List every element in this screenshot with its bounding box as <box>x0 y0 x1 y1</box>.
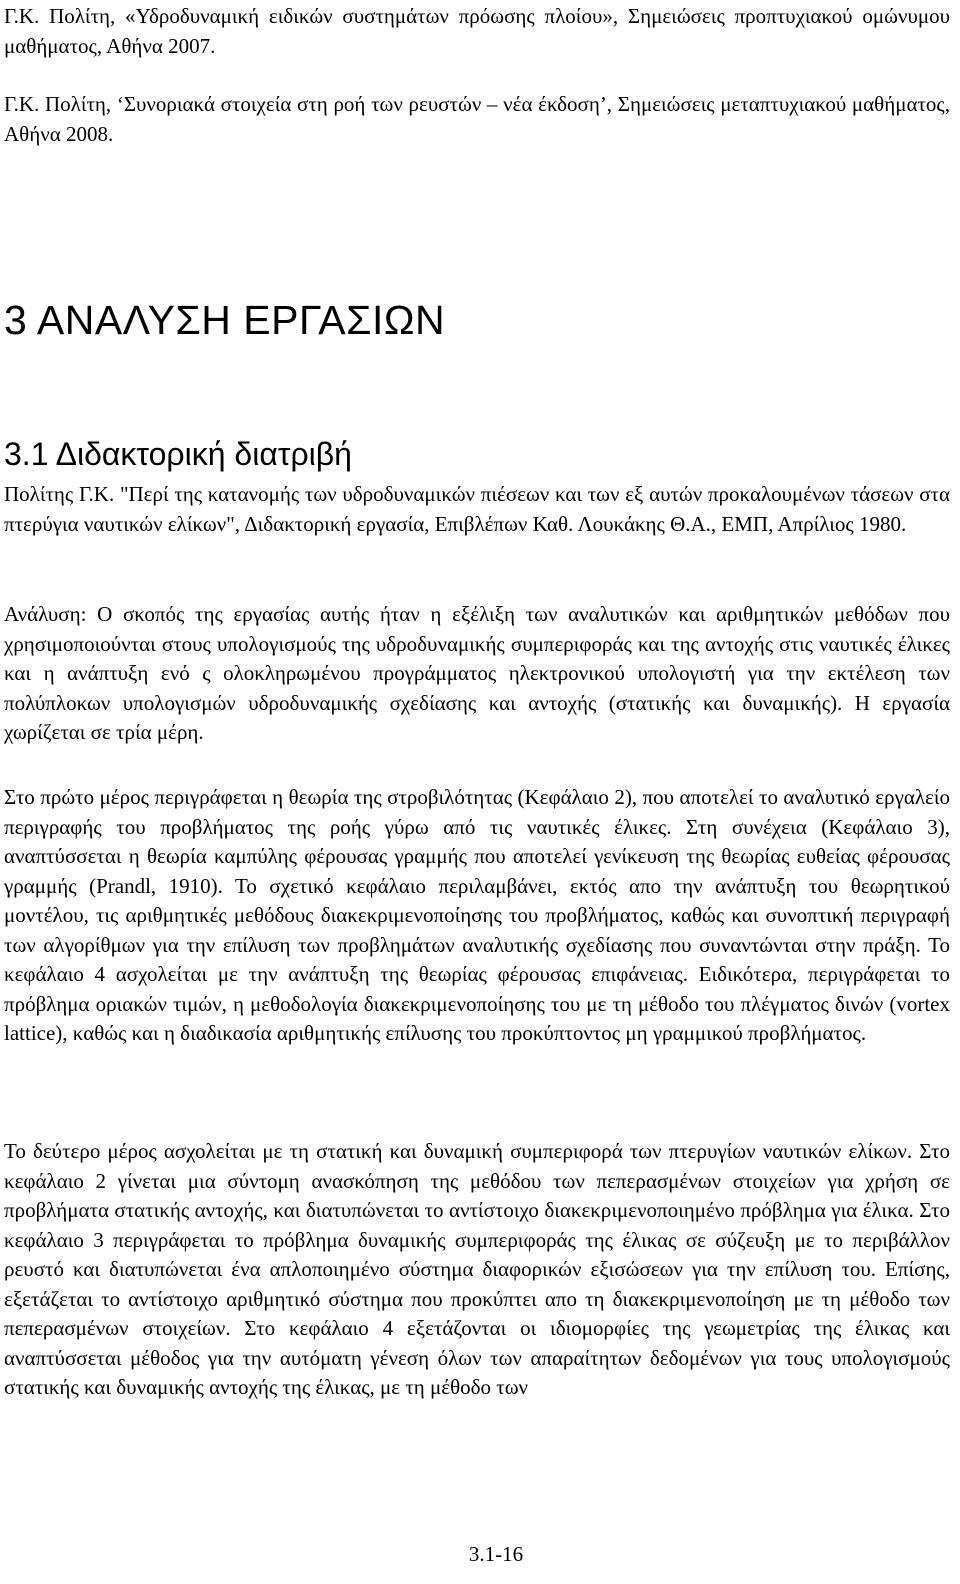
section-heading: 3 ΑΝΑΛΥΣΗ ΕΡΓΑΣΙΩΝ <box>4 297 446 343</box>
thesis-citation: Πολίτης Γ.Κ. "Περί της κατανομής των υδροδυναμικών πιέσεων και των εξ αυτών προκαλουμένων τάσεων στα πτερύγια ναυτικών ελίκων", Διδακτορική εργασία, Επιβλέπων Καθ. Λουκάκης Θ.Α., ΕΜΠ, Απρίλιος 1980. <box>4 482 950 536</box>
body-paragraph-analysis: Ανάλυση: Ο σκοπός της εργασίας αυτής ήταν η εξέλιξη των αναλυτικών και αριθμητικών μεθόδων που χρησιμοποιούνται στους υπολογισμούς της υδροδυναμικής συμπεριφοράς και της αντοχής στις ναυτικές έλικες και η ανάπτυξη ενό ς ολοκληρωμένου προγράμματος ηλεκτρονικού υπολογιστή για την εκτέλεση των πολύπλοκων υπολογισμών υδροδυναμικής σχεδίασης και αντοχής (στατικής και δυναμικής). Η εργασία χωρίζεται σε τρία μέρη. <box>4 602 950 744</box>
body-paragraph-part-two: Το δεύτερο μέρος ασχολείται με τη στατική και δυναμική συμπεριφορά των πτερυγίων ναυτικών ελίκων. Στο κεφάλαιο 2 γίνεται μια σύντομη ανασκόπηση της μεθόδου των πεπερασμένων στοιχείων για χρήση σε προβλήματα στατικής αντοχής, και διατυπώνεται το αντίστοιχο διακεκριμενοποιημένο πρόβλημα για έλικα. Στο κεφάλαιο 3 περιγράφεται το πρόβλημα δυναμικής συμπεριφοράς της έλικας σε σύζευξη με το περιβάλλον ρευστό και διατυπώνεται ένα απλοποιημένο σύστημα διαφορικών εξισώσεων για την επίλυση του. Επίσης, εξετάζεται το αντίστοιχο αριθμητικό σύστημα που προκύπτει απο τη διακεκριμενοποίηση με τη μέθοδο των πεπερασμένων στοιχείων. Στο κεφάλαιο 4 εξετάζονται οι ιδιομορφίες της γεωμετρίας της έλικας και αναπτύσσεται μέθοδος για την αυτόματη γένεση όλων των απαραίτητων δεδομένων για τους υπολογισμούς στατικής και δυναμικής αντοχής της έλικας, με τη μέθοδο των <box>4 1139 950 1399</box>
page-number: 3.1-16 <box>468 1542 524 1566</box>
reference-2: Γ.Κ. Πολίτη, ‘Συνοριακά στοιχεία στη ροή των ρευστών – νέα έκδοση’, Σημειώσεις μεταπτυχιακού μαθήματος, Αθήνα 2008. <box>4 92 950 146</box>
body-paragraph-part-one: Στο πρώτο μέρος περιγράφεται η θεωρία της στροβιλότητας (Κεφάλαιο 2), που αποτελεί το αναλυτικό εργαλείο περιγραφής του προβλήματος της ροής γύρω από τις ναυτικές έλικες. Στη συνέχεια (Κεφάλαιο 3), αναπτύσσεται η θεωρία καμπύλης φέρουσας γραμμής που αποτελεί γενίκευση της θεωρίας ευθείας φέρουσας γραμμής (Prandl, 1910). Το σχετικό κεφάλαιο περιλαμβάνει, εκτός απο την ανάπτυξη του θεωρητικού μοντέλου, τις αριθμητικές μεθόδους διακεκριμενοποίησης του προβλήματος, καθώς και συνοπτική περιγραφή των αλγορίθμων για την επίλυση των προβλημάτων αναλυτικής σχεδίασης που συναντώνται στην πράξη. Το κεφάλαιο 4 ασχολείται με την ανάπτυξη της θεωρίας φέρουσας επιφάνειας. Ειδικότερα, περιγράφεται το πρόβλημα οριακών τιμών, η μεθοδολογία διακεκριμενοποίησης του με τη μέθοδο του πλέγματος δινών (vortex lattice), καθώς και η διαδικασία αριθμητικής επίλυσης του προκύπτοντος μη γραμμικού προβλήματος. <box>4 785 950 1045</box>
subsection-heading: 3.1 Διδακτορική διατριβή <box>4 436 352 472</box>
reference-1: Γ.Κ. Πολίτη, «Υδροδυναμική ειδικών συστημάτων πρόωσης πλοίου», Σημειώσεις προπτυχιακού ομώνυμου μαθήματος, Αθήνα 2007. <box>4 4 950 58</box>
